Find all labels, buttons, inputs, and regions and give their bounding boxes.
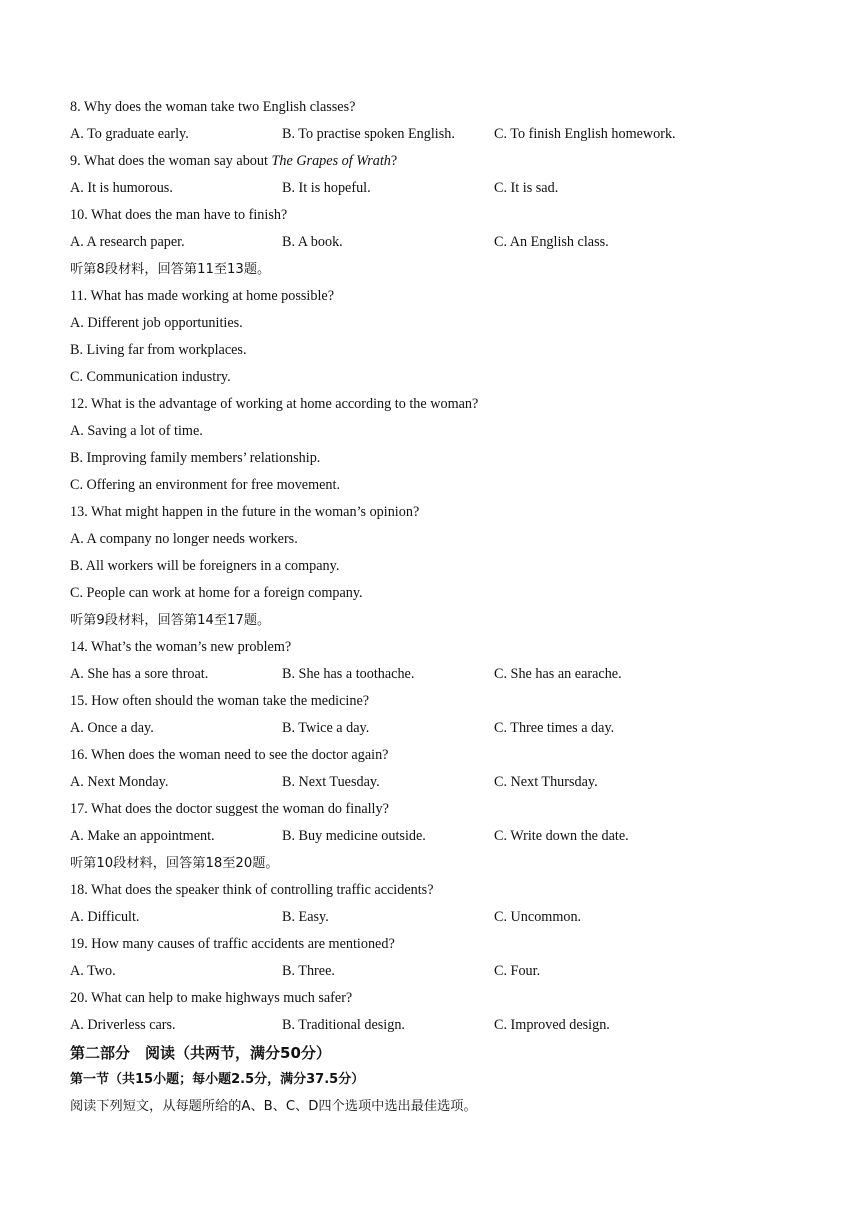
- option-b: B. Traditional design.: [282, 1017, 405, 1033]
- option-c: C. Four.: [494, 963, 541, 979]
- question-15: 15. How often should the woman take the medicine?: [70, 693, 370, 709]
- question-14: 14. What’s the woman’s new problem?: [70, 639, 292, 655]
- book-title: The Grapes of Wrath: [271, 153, 391, 169]
- reading-instruction: 阅读下列短文，从每题所给的A、B、C、D四个选项中选出最佳选项。: [70, 1099, 477, 1114]
- option-b: B. A book.: [282, 234, 343, 250]
- question-20: 20. What can help to make highways much safer?: [70, 990, 353, 1006]
- option-a: A. Two.: [70, 963, 116, 979]
- option-c: C. Next Thursday.: [494, 774, 598, 790]
- option-a: A. Driverless cars.: [70, 1017, 176, 1033]
- option-a: A. A company no longer needs workers.: [70, 531, 298, 547]
- question-9-options: [70, 177, 810, 204]
- question-17: 17. What does the doctor suggest the woman do finally?: [70, 801, 389, 817]
- option-c: C. Offering an environment for free movement.: [70, 477, 340, 493]
- question-19: 19. How many causes of traffic accidents are mentioned?: [70, 936, 395, 952]
- option-b: B. Living far from workplaces.: [70, 342, 247, 358]
- part-2-heading: 第二部分 阅读（共两节，满分50分）: [70, 1044, 331, 1062]
- option-b: B. Next Tuesday.: [282, 774, 380, 790]
- option-a: A. Next Monday.: [70, 774, 169, 790]
- question-9: 9. What does the woman say about The Grapes of Wrath?: [70, 153, 398, 169]
- option-b: B. All workers will be foreigners in a company.: [70, 558, 340, 574]
- option-a: A. It is humorous.: [70, 180, 173, 196]
- option-c: C. It is sad.: [494, 180, 559, 196]
- option-b: B. Three.: [282, 963, 335, 979]
- option-c: C. An English class.: [494, 234, 609, 250]
- option-c: C. Uncommon.: [494, 909, 582, 925]
- passage-9-instruction: 听第9段材料，回答第14至17题。: [70, 613, 271, 628]
- option-a: A. Different job opportunities.: [70, 315, 243, 331]
- question-18-options: [70, 906, 810, 933]
- question-13: 13. What might happen in the future in the woman’s opinion?: [70, 504, 420, 520]
- question-19-options: [70, 960, 810, 987]
- option-c: C. People can work at home for a foreign company.: [70, 585, 363, 601]
- option-a: A. To graduate early.: [70, 126, 189, 142]
- question-10-options: [70, 231, 810, 258]
- question-8: 8. Why does the woman take two English classes?: [70, 99, 356, 115]
- question-16: 16. When does the woman need to see the doctor again?: [70, 747, 389, 763]
- option-b: B. She has a toothache.: [282, 666, 415, 682]
- option-a: A. She has a sore throat.: [70, 666, 209, 682]
- option-b: B. Buy medicine outside.: [282, 828, 426, 844]
- question-11: 11. What has made working at home possible?: [70, 288, 334, 304]
- option-a: A. A research paper.: [70, 234, 185, 250]
- option-b: B. It is hopeful.: [282, 180, 371, 196]
- question-14-options: [70, 663, 810, 690]
- option-a: A. Saving a lot of time.: [70, 423, 203, 439]
- exam-page: [70, 96, 810, 1122]
- section-1-heading: 第一节（共15小题；每小题2.5分，满分37.5分）: [70, 1072, 365, 1087]
- passage-8-instruction: 听第8段材料，回答第11至13题。: [70, 262, 271, 277]
- option-b: B. Easy.: [282, 909, 329, 925]
- question-8-options: [70, 123, 810, 150]
- option-a: A. Difficult.: [70, 909, 140, 925]
- option-c: C. To finish English homework.: [494, 126, 676, 142]
- question-17-options: [70, 825, 810, 852]
- question-16-options: [70, 771, 810, 798]
- option-a: A. Once a day.: [70, 720, 154, 736]
- option-b: B. Improving family members’ relationship.: [70, 450, 321, 466]
- question-15-options: [70, 717, 810, 744]
- question-20-options: [70, 1014, 810, 1041]
- option-c: C. Communication industry.: [70, 369, 231, 385]
- passage-10-instruction: 听第10段材料，回答第18至20题。: [70, 856, 279, 871]
- option-b: B. Twice a day.: [282, 720, 370, 736]
- option-c: C. Write down the date.: [494, 828, 629, 844]
- option-a: A. Make an appointment.: [70, 828, 215, 844]
- question-12: 12. What is the advantage of working at home according to the woman?: [70, 396, 479, 412]
- question-18: 18. What does the speaker think of controlling traffic accidents?: [70, 882, 434, 898]
- question-10: 10. What does the man have to finish?: [70, 207, 288, 223]
- option-c: C. Three times a day.: [494, 720, 615, 736]
- option-b: B. To practise spoken English.: [282, 126, 455, 142]
- option-c: C. Improved design.: [494, 1017, 610, 1033]
- option-c: C. She has an earache.: [494, 666, 622, 682]
